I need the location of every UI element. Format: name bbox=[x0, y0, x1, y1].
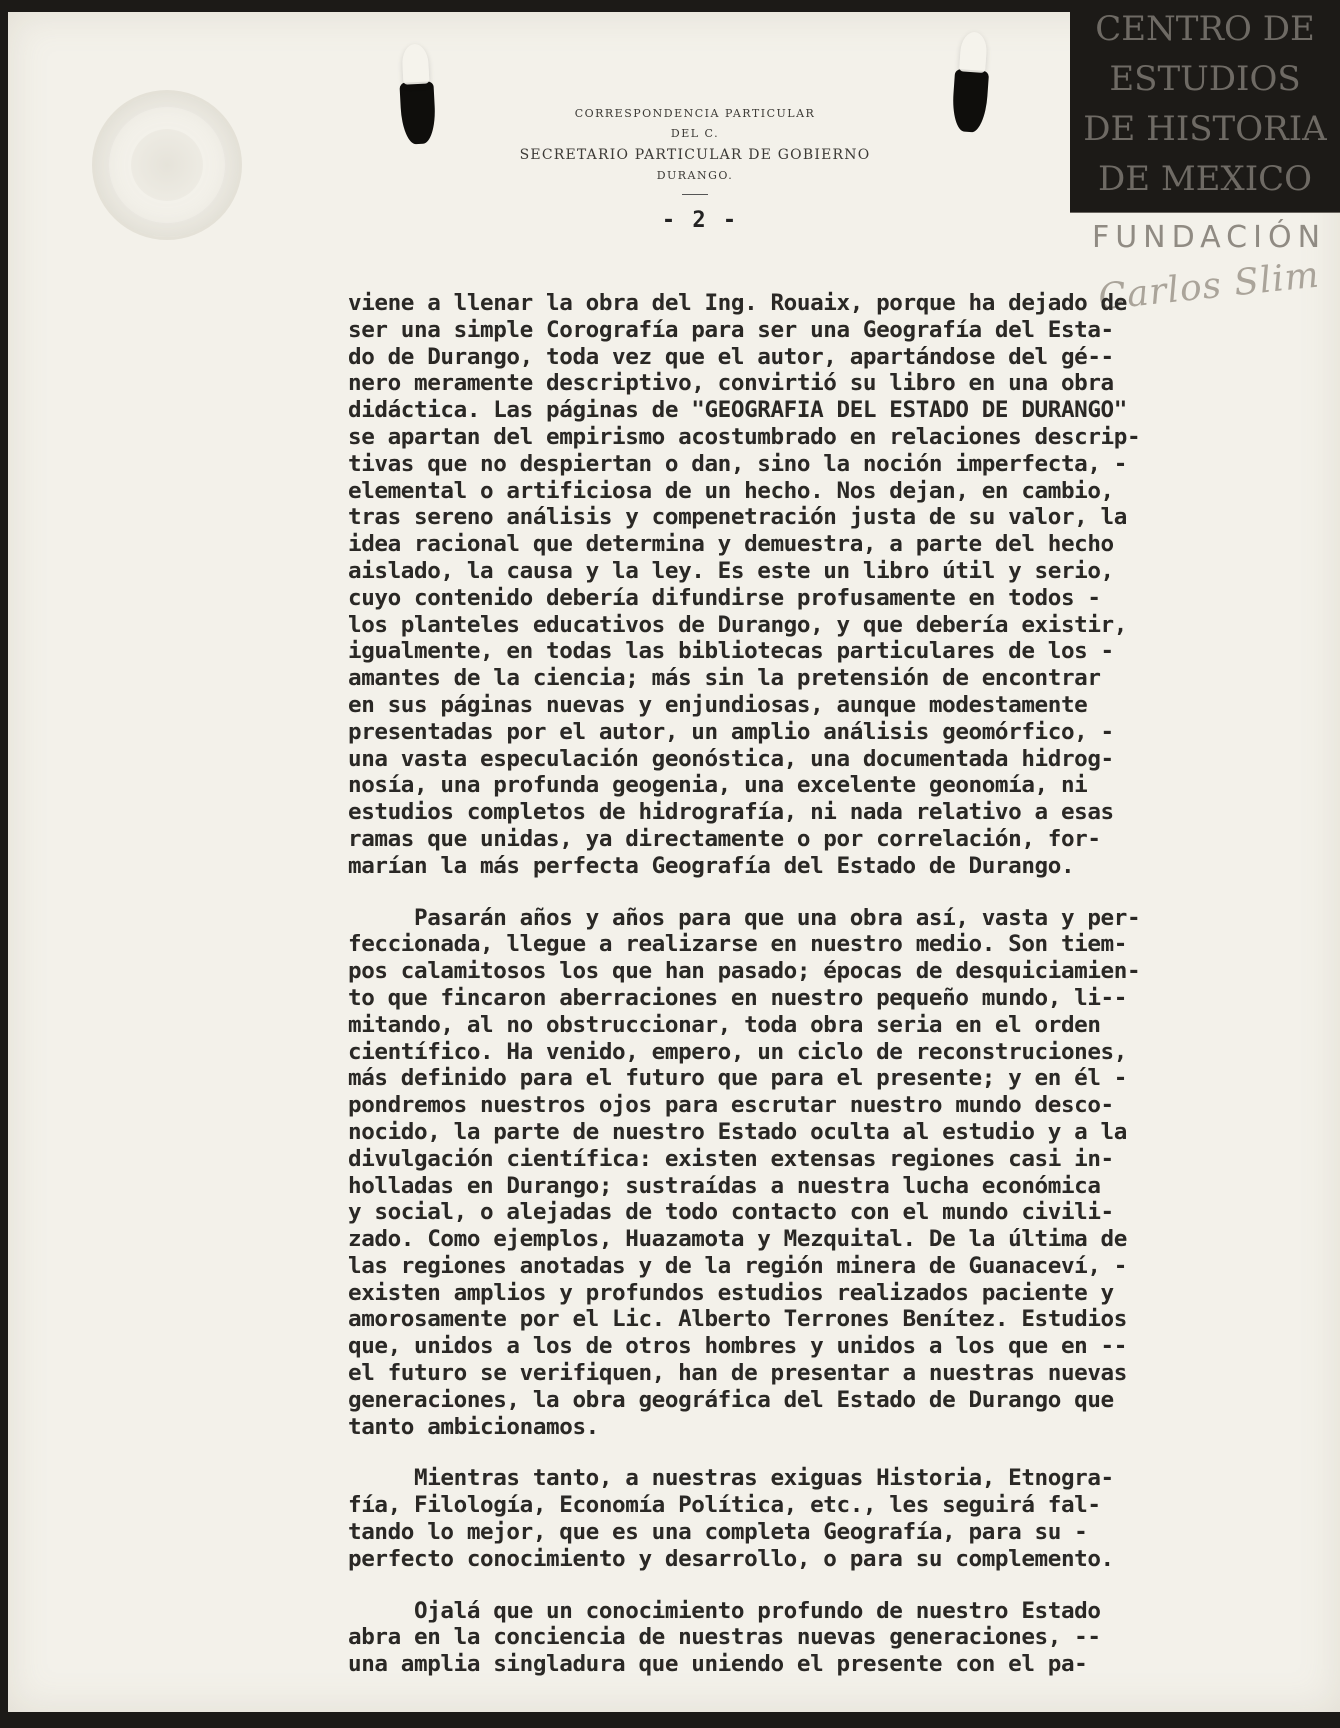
paragraph bbox=[348, 290, 1308, 880]
text-line: generaciones, la obra geográfica del Estado de Durango que bbox=[348, 1386, 1114, 1413]
paragraph bbox=[348, 1465, 1308, 1572]
text-line: divulgación científica: existen extensas regiones casi in- bbox=[348, 1145, 1114, 1172]
text-line: presentadas por el autor, un amplio análisis geomórfico, - bbox=[348, 718, 1114, 745]
text-line: tras sereno análisis y compenetración justa de su valor, la bbox=[348, 504, 1127, 531]
text-line: cuyo contenido debería difundirse profusamente en todos - bbox=[348, 584, 1101, 611]
text-line: holladas en Durango; sustraídas a nuestra lucha económica bbox=[348, 1172, 1101, 1199]
text-line: y social, o alejadas de todo contacto con el mundo civili- bbox=[348, 1199, 1114, 1226]
text-line: ser una simple Corografía para ser una Geografía del Esta- bbox=[348, 316, 1114, 343]
text-line: perfecto conocimiento y desarrollo, o para su complemento. bbox=[348, 1545, 1114, 1572]
text-line: zado. Como ejemplos, Huazamota y Mezquital. De la última de bbox=[348, 1226, 1127, 1253]
watermark-line-4: DE MEXICO bbox=[1097, 159, 1313, 199]
watermark-line-2: ESTUDIOS bbox=[1109, 59, 1301, 99]
text-line: nero meramente descriptivo, convirtió su libro en una obra bbox=[348, 370, 1114, 397]
letterhead-line-1: CORRESPONDENCIA PARTICULAR bbox=[574, 107, 816, 120]
text-line: Ojalá que un conocimiento profundo de nuestro Estado bbox=[348, 1597, 1101, 1624]
text-line: amantes de la ciencia; más sin la pretensión de encontrar bbox=[348, 665, 1101, 692]
watermark-line-3: DE HISTORIA bbox=[1083, 109, 1327, 149]
text-line: científico. Ha venido, empero, un ciclo de reconstruciones, bbox=[348, 1038, 1127, 1065]
text-line: nosía, una profunda geogenia, una excelente geonomía, ni bbox=[348, 772, 1088, 799]
text-line: tivas que no despiertan o dan, sino la noción imperfecta, - bbox=[348, 450, 1127, 477]
text-line: didáctica. Las páginas de "GEOGRAFIA DEL ESTADO DE DURANGO" bbox=[348, 397, 1127, 424]
text-line: pos calamitosos los que han pasado; épocas de desquiciamien- bbox=[348, 958, 1141, 985]
text-line: marían la más perfecta Geografía del Estado de Durango. bbox=[348, 852, 1075, 879]
text-line: más definido para el futuro que para el presente; y en él - bbox=[348, 1065, 1127, 1092]
page-number: - 2 - bbox=[661, 208, 739, 233]
text-line: aislado, la causa y la ley. Es este un libro útil y serio, bbox=[348, 557, 1114, 584]
letterhead bbox=[470, 104, 920, 195]
text-line: una vasta especulación geonóstica, una documentada hidrog- bbox=[348, 745, 1114, 772]
text-line: mitando, al no obstruccionar, toda obra seria en el orden bbox=[348, 1011, 1101, 1038]
letterhead-rule bbox=[682, 194, 708, 195]
text-line: los planteles educativos de Durango, y que debería existir, bbox=[348, 611, 1127, 638]
text-line: fía, Filología, Economía Política, etc., les seguirá fal- bbox=[348, 1492, 1101, 1519]
text-line: feccionada, llegue a realizarse en nuestro medio. Son tiem- bbox=[348, 931, 1127, 958]
letter-body bbox=[348, 290, 1308, 1703]
archive-watermark bbox=[1070, 0, 1340, 213]
embossed-seal bbox=[92, 90, 242, 240]
text-line: do de Durango, toda vez que el autor, apartándose del gé-- bbox=[348, 343, 1114, 370]
letterhead-title: SECRETARIO PARTICULAR DE GOBIERNO bbox=[519, 147, 871, 163]
text-line: abra en la conciencia de nuestras nuevas generaciones, -- bbox=[348, 1624, 1101, 1651]
text-line: tanto ambicionamos. bbox=[348, 1413, 599, 1440]
text-line: to que fincaron aberraciones en nuestro pequeño mundo, li-- bbox=[348, 984, 1127, 1011]
text-line: las regiones anotadas y de la región minera de Guanaceví, - bbox=[348, 1252, 1127, 1279]
text-line: que, unidos a los de otros hombres y unidos a los que en -- bbox=[348, 1333, 1127, 1360]
text-line: existen amplios y profundos estudios realizados paciente y bbox=[348, 1279, 1114, 1306]
text-line: tando lo mejor, que es una completa Geografía, para su - bbox=[348, 1519, 1088, 1546]
seal-eagle-emblem bbox=[131, 129, 203, 201]
text-line: igualmente, en todas las bibliotecas particulares de los - bbox=[348, 638, 1114, 665]
text-line: Pasarán años y años para que una obra así, vasta y per- bbox=[348, 904, 1141, 931]
text-line: se apartan del empirismo acostumbrado en relaciones descrip- bbox=[348, 423, 1141, 450]
paragraph bbox=[348, 1598, 1308, 1678]
watermark-signature: Carlos Slim bbox=[1096, 254, 1322, 319]
watermark-fundacion: FUNDACIÓN bbox=[1091, 220, 1327, 255]
paragraph bbox=[348, 905, 1308, 1441]
watermark-line-1: CENTRO DE bbox=[1095, 9, 1315, 49]
letterhead-line-2: DEL C. bbox=[670, 127, 720, 140]
text-line: estudios completos de hidrografía, ni nada relativo a esas bbox=[348, 799, 1114, 826]
text-line: ramas que unidas, ya directamente o por correlación, for- bbox=[348, 825, 1101, 852]
letterhead-city: DURANGO. bbox=[656, 169, 734, 182]
text-line: amorosamente por el Lic. Alberto Terrones Benítez. Estudios bbox=[348, 1306, 1127, 1333]
text-line: elemental o artificiosa de un hecho. Nos dejan, en cambio, bbox=[348, 477, 1114, 504]
text-line: Mientras tanto, a nuestras exiguas Historia, Etnogra- bbox=[348, 1465, 1114, 1492]
text-line: en sus páginas nuevas y enjundiosas, aunque modestamente bbox=[348, 691, 1088, 718]
text-line: viene a llenar la obra del Ing. Rouaix, porque ha dejado de bbox=[348, 290, 1127, 316]
text-line: una amplia singladura que uniendo el presente con el pa- bbox=[348, 1651, 1088, 1678]
text-line: el futuro se verifiquen, han de presentar a nuestras nuevas bbox=[348, 1360, 1127, 1387]
text-line: nocido, la parte de nuestro Estado oculta al estudio y a la bbox=[348, 1118, 1127, 1145]
text-line: pondremos nuestros ojos para escrutar nuestro mundo desco- bbox=[348, 1092, 1114, 1119]
text-line: idea racional que determina y demuestra, a parte del hecho bbox=[348, 531, 1114, 558]
